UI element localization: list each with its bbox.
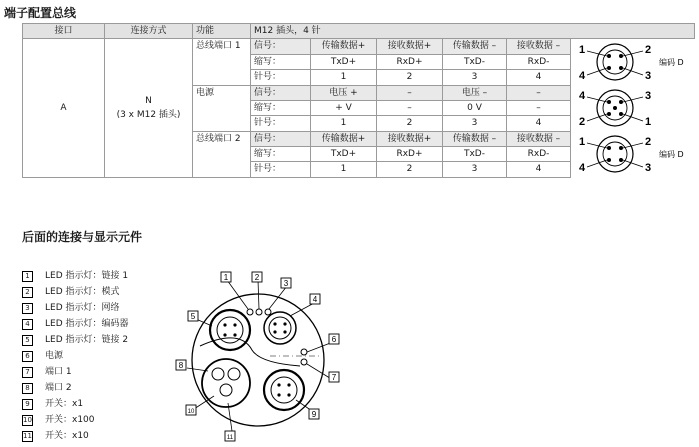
led-mode bbox=[256, 309, 262, 315]
pin-dot bbox=[607, 54, 611, 58]
row-label: 针号： bbox=[251, 116, 311, 131]
legend-item bbox=[22, 428, 129, 444]
value-cell: TxD- bbox=[443, 146, 507, 161]
legend-text: 电源 bbox=[45, 351, 64, 361]
connector-inner bbox=[603, 50, 627, 74]
pin-assignment-table bbox=[22, 23, 695, 178]
connector-pin-label: 2 bbox=[579, 116, 586, 128]
connector-coding-label: 编码 D bbox=[659, 150, 684, 159]
callout-5 bbox=[188, 311, 198, 321]
legend-number-box: 7 bbox=[22, 367, 33, 378]
value-cell: 2 bbox=[377, 70, 443, 86]
connector-pin-label: 3 bbox=[645, 70, 652, 82]
callout-number: 5 bbox=[190, 312, 196, 321]
legend-list bbox=[22, 268, 129, 444]
value-cell: 1 bbox=[311, 162, 377, 177]
connector-pin-label: 2 bbox=[645, 44, 652, 56]
value-cell: – bbox=[507, 100, 571, 115]
section-title-pin-assignment: 端子配置总线 bbox=[4, 6, 77, 20]
legend-item bbox=[22, 412, 129, 428]
pin-dot bbox=[607, 100, 611, 104]
row-label: 信号： bbox=[251, 131, 311, 146]
led-link1 bbox=[247, 309, 253, 315]
callout-labels bbox=[176, 272, 339, 441]
value-cell: 接收数据 – bbox=[507, 39, 571, 55]
port-1-connector bbox=[210, 310, 250, 350]
value-cell: RxD+ bbox=[377, 54, 443, 70]
legend-number-box: 11 bbox=[23, 431, 32, 440]
legend-text: LED 指示灯：链接 1 bbox=[45, 271, 129, 281]
callout-number: 9 bbox=[311, 410, 317, 419]
legend-item bbox=[22, 332, 129, 348]
legend-item bbox=[22, 380, 129, 396]
value-cell: – bbox=[507, 85, 571, 100]
connector-drawing-1 bbox=[571, 39, 695, 86]
pin-dot bbox=[613, 106, 617, 110]
legend-text: LED 指示灯：链接 2 bbox=[45, 335, 129, 345]
callout-9 bbox=[309, 409, 319, 419]
legend-text: LED 指示灯：编码器 bbox=[45, 319, 129, 329]
callout-number: 1 bbox=[223, 273, 229, 282]
pin-dot bbox=[619, 66, 623, 70]
callout-2 bbox=[252, 272, 262, 282]
callout-number: 3 bbox=[283, 279, 289, 288]
callout-7 bbox=[329, 372, 339, 382]
connection-type-detail: (3 x M12 插头) bbox=[116, 109, 181, 120]
connector-pin-label: 3 bbox=[645, 162, 652, 174]
value-cell: TxD- bbox=[443, 54, 507, 70]
value-cell: 接收数据 – bbox=[507, 131, 571, 146]
legend-number-box: 10 bbox=[23, 415, 32, 424]
legend-number-box: 9 bbox=[22, 399, 33, 410]
pin-dot bbox=[619, 54, 623, 58]
legend-number-box: 6 bbox=[22, 351, 33, 362]
connector-pin-label: 1 bbox=[645, 116, 652, 128]
value-cell: 传输数据+ bbox=[311, 131, 377, 146]
value-cell: 电压 – bbox=[443, 85, 507, 100]
legend-number-box: 4 bbox=[22, 319, 33, 330]
legend-number-box: 2 bbox=[22, 287, 33, 298]
connector-outer bbox=[597, 136, 633, 172]
row-label: 缩写： bbox=[251, 146, 311, 161]
callout-number: 8 bbox=[178, 361, 184, 370]
callout-number: 11 bbox=[226, 435, 234, 441]
connector-pin-label: 2 bbox=[645, 136, 652, 148]
value-cell: 传输数据 – bbox=[443, 39, 507, 55]
value-cell: – bbox=[377, 100, 443, 115]
callout-1 bbox=[221, 272, 231, 282]
pin-dot bbox=[619, 112, 623, 116]
callout-number: 6 bbox=[331, 335, 337, 344]
row-label: 缩写： bbox=[251, 100, 311, 115]
housing-outline bbox=[192, 294, 324, 426]
value-cell: 接收数据+ bbox=[377, 131, 443, 146]
connector-coding-label: 编码 D bbox=[659, 58, 684, 67]
connector-inner bbox=[603, 142, 627, 166]
value-cell: 接收数据+ bbox=[377, 39, 443, 55]
value-cell: 4 bbox=[507, 116, 571, 131]
value-cell: RxD- bbox=[507, 54, 571, 70]
pin-dot bbox=[607, 112, 611, 116]
pin-dot bbox=[619, 146, 623, 150]
row-label: 信号： bbox=[251, 39, 311, 55]
value-cell: TxD+ bbox=[311, 54, 377, 70]
pin-dot bbox=[607, 146, 611, 150]
connector-pin-label: 3 bbox=[645, 90, 652, 102]
legend-text: 开关：x100 bbox=[45, 415, 95, 425]
legend-item bbox=[22, 316, 129, 332]
value-cell: 4 bbox=[507, 162, 571, 177]
value-cell: 1 bbox=[311, 70, 377, 86]
value-cell: 4 bbox=[507, 70, 571, 86]
value-cell: 传输数据 – bbox=[443, 131, 507, 146]
callout-10 bbox=[186, 405, 196, 415]
table-header-row bbox=[23, 24, 695, 39]
legend-text: LED 指示灯：模式 bbox=[45, 287, 120, 297]
legend-item bbox=[22, 300, 129, 316]
function-cell: 总线端口 1 bbox=[193, 39, 251, 86]
row-label: 信号： bbox=[251, 85, 311, 100]
value-cell: 3 bbox=[443, 162, 507, 177]
header-function: 功能 bbox=[193, 24, 251, 39]
section-title-rear-elements: 后面的连接与显示元件 bbox=[22, 230, 143, 244]
value-cell: 2 bbox=[377, 162, 443, 177]
legend-text: 端口 2 bbox=[45, 383, 72, 393]
rotary-switches bbox=[202, 359, 250, 407]
pin-dot bbox=[607, 66, 611, 70]
legend-number-box: 3 bbox=[22, 303, 33, 314]
legend-item bbox=[22, 268, 129, 284]
legend-number-box: 5 bbox=[22, 335, 33, 346]
pin-dot bbox=[619, 158, 623, 162]
value-cell: RxD+ bbox=[377, 146, 443, 161]
legend-item bbox=[22, 396, 129, 412]
value-cell: 1 bbox=[311, 116, 377, 131]
connector-drawing-3 bbox=[571, 131, 695, 177]
connector-drawing-2 bbox=[571, 85, 695, 131]
connector-pin-label: 4 bbox=[579, 90, 586, 102]
connector-pin-label: 1 bbox=[579, 136, 586, 148]
value-cell: + V bbox=[311, 100, 377, 115]
legend-number-box: 1 bbox=[22, 271, 33, 282]
value-cell: 2 bbox=[377, 116, 443, 131]
legend-item bbox=[22, 284, 129, 300]
power-connector bbox=[264, 312, 296, 344]
row-label: 针号： bbox=[251, 70, 311, 86]
value-cell: 3 bbox=[443, 116, 507, 131]
connection-type-code: N bbox=[145, 95, 152, 106]
value-cell: TxD+ bbox=[311, 146, 377, 161]
connection-type-cell bbox=[105, 39, 193, 178]
led-link2 bbox=[301, 359, 307, 365]
callout-6 bbox=[329, 334, 339, 344]
callout-number: 4 bbox=[312, 295, 318, 304]
row-label: 针号： bbox=[251, 162, 311, 177]
header-interface: 接口 bbox=[23, 24, 105, 39]
value-cell: RxD- bbox=[507, 146, 571, 161]
value-cell: 电压 + bbox=[311, 85, 377, 100]
header-m12-plug: M12 插头，4 针 bbox=[251, 24, 695, 39]
led-network bbox=[265, 309, 271, 315]
legend-text: LED 指示灯：网络 bbox=[45, 303, 120, 313]
led-encoder bbox=[301, 349, 307, 355]
callout-3 bbox=[281, 278, 291, 288]
header-connection-type: 连接方式 bbox=[105, 24, 193, 39]
interface-cell: A bbox=[23, 39, 105, 178]
callout-8 bbox=[176, 360, 186, 370]
port-2-connector bbox=[264, 370, 304, 410]
legend-number-box: 8 bbox=[22, 383, 33, 394]
connector-pin-label: 4 bbox=[579, 70, 586, 82]
function-cell: 总线端口 2 bbox=[193, 131, 251, 177]
legend-text: 端口 1 bbox=[45, 367, 72, 377]
callout-number: 7 bbox=[331, 373, 337, 382]
value-cell: – bbox=[377, 85, 443, 100]
callout-number: 2 bbox=[254, 273, 260, 282]
legend-item bbox=[22, 364, 129, 380]
legend-text: 开关：x1 bbox=[45, 399, 84, 409]
function-cell: 电源 bbox=[193, 85, 251, 131]
table-row bbox=[23, 39, 695, 55]
callout-number: 10 bbox=[187, 409, 195, 415]
value-cell: 传输数据+ bbox=[311, 39, 377, 55]
legend-text: 开关：x10 bbox=[45, 431, 89, 441]
pin-dot bbox=[607, 158, 611, 162]
callout-4 bbox=[310, 294, 320, 304]
value-cell: 3 bbox=[443, 70, 507, 86]
connector-pin-label: 1 bbox=[579, 44, 586, 56]
legend-item bbox=[22, 348, 129, 364]
value-cell: 0 V bbox=[443, 100, 507, 115]
connector-outer bbox=[597, 44, 633, 80]
connector-pin-label: 4 bbox=[579, 162, 586, 174]
device-rear-view-diagram bbox=[170, 268, 360, 447]
pin-dot bbox=[619, 100, 623, 104]
row-label: 缩写： bbox=[251, 54, 311, 70]
callout-11 bbox=[225, 431, 235, 441]
